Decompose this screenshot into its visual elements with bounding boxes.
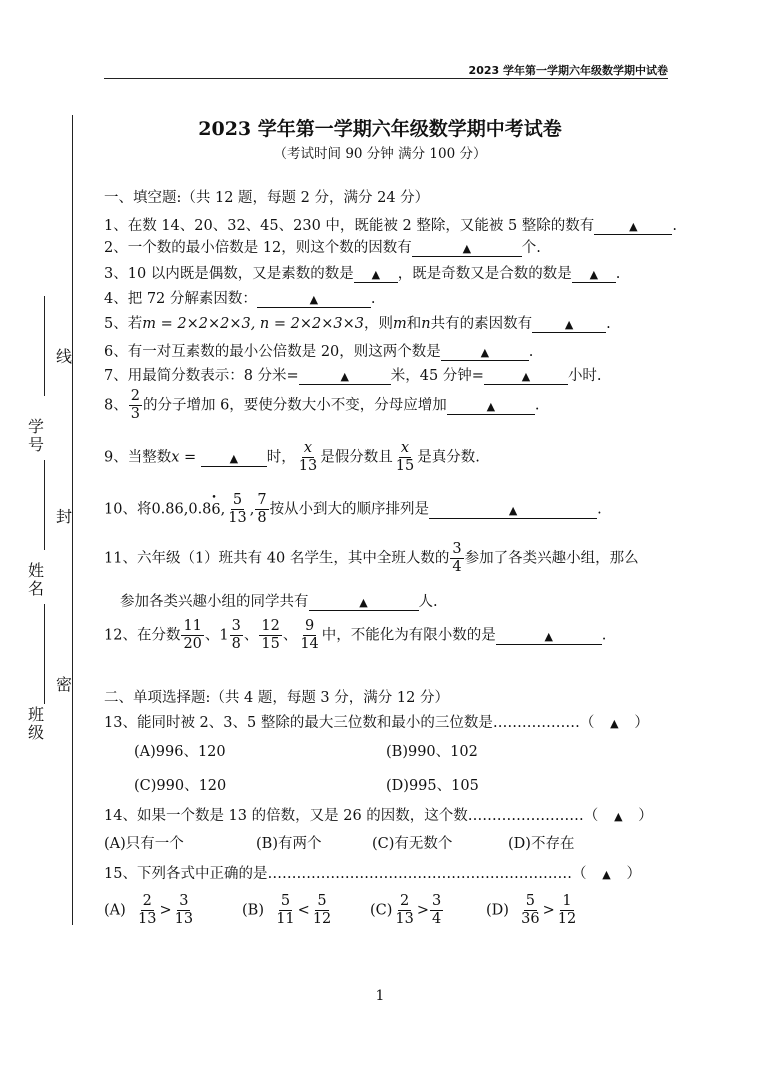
fraction: $\frac{5}{13}$ — [228, 492, 247, 526]
question-7: 7、用最简分数表示：8 分米= ▲ 米，45 分钟= ▲ 小时. — [104, 368, 602, 384]
fraction: $\frac{x}{15}$ — [395, 440, 415, 474]
answer-blank[interactable]: ▲ — [257, 292, 371, 308]
option-14a[interactable]: (A)只有一个 — [104, 836, 184, 852]
answer-blank[interactable]: ▲ — [594, 219, 672, 235]
option-13b[interactable]: (B)990、102 — [386, 744, 478, 760]
class-rule — [44, 604, 45, 704]
question-14: 14、如果一个数是 13 的倍数，又是 26 的因数，这个数……………………（ ▲ ） — [104, 808, 653, 824]
question-15: 15、下列各式中正确的是………………………………………………………（ ▲ ） — [104, 866, 641, 882]
fraction: $\frac{7}{8}$ — [257, 492, 267, 526]
question-11-cont: 参加各类兴趣小组的同学共有 ▲ 人. — [120, 594, 438, 610]
seal-line-char: 线 — [56, 347, 73, 366]
option-13d[interactable]: (D)995、105 — [386, 778, 479, 794]
answer-blank[interactable]: ▲ — [441, 345, 529, 361]
fraction: $\frac{9}{14}$ — [300, 618, 319, 652]
question-6: 6、有一对互素数的最小公倍数是 20，则这两个数是 ▲ . — [104, 344, 534, 360]
seal-seal-char: 封 — [56, 507, 73, 526]
answer-blank[interactable]: ▲ — [309, 595, 419, 611]
question-13: 13、能同时被 2、3、5 整除的最大三位数和最小的三位数是………………（ ▲ ） — [104, 715, 649, 731]
answer-blank[interactable]: ▲ — [354, 267, 398, 283]
option-15d[interactable]: (D) $\frac{5}{36}$ > $\frac{1}{12}$ — [486, 893, 577, 927]
option-13c[interactable]: (C)990、120 — [134, 778, 227, 794]
fraction: $\frac{11}{20}$ — [183, 618, 202, 652]
fraction: $\frac{2}{3}$ — [130, 388, 140, 422]
answer-blank[interactable]: ▲ — [412, 241, 522, 257]
answer-blank[interactable]: ▲ — [447, 399, 535, 415]
name-label: 姓名 — [28, 561, 45, 598]
answer-slot[interactable]: ▲ — [602, 868, 611, 881]
option-15b[interactable]: (B) $\frac{5}{11}$ < $\frac{5}{12}$ — [242, 893, 332, 927]
option-13a[interactable]: (A)996、120 — [134, 744, 226, 760]
option-14d[interactable]: (D)不存在 — [508, 836, 575, 852]
binding-line — [72, 115, 73, 925]
question-9: 9、当整数x = ▲ 时， $\frac{x}{13}$ 是假分数且 $\frac{x}{15}$ 是真分数. — [104, 440, 480, 474]
option-15a[interactable]: (A) $\frac{2}{13}$ > $\frac{3}{13}$ — [104, 893, 194, 927]
fraction: $\frac{3}{8}$ — [231, 618, 241, 652]
student-id-rule — [44, 296, 45, 396]
question-12: 12、在分数 $\frac{11}{20}$ 、1 $\frac{3}{8}$ 、 $\frac{12}{15}$ 、 $\frac{9}{14}$ 中，不能化为有限小数的是 ▲ . — [104, 618, 607, 652]
question-11: 11、六年级（1）班共有 40 名学生，其中全班人数的 $\frac{3}{4}$ 参加了各类兴趣小组，那么 — [104, 541, 639, 575]
running-header: 2023 学年第一学期六年级数学期中试卷 — [468, 64, 668, 77]
answer-blank[interactable]: ▲ — [532, 317, 606, 333]
answer-blank[interactable]: ▲ — [299, 369, 391, 385]
question-10: 10、将0.86,0.8• 6, $\frac{5}{13}$ , $\frac{7}{8}$ 按从小到大的顺序排列是 ▲ . — [104, 492, 602, 527]
question-2: 2、一个数的最小倍数是 12，则这个数的因数有 ▲ 个. — [104, 240, 541, 256]
answer-blank[interactable]: ▲ — [484, 369, 568, 385]
fraction: $\frac{3}{4}$ — [452, 541, 462, 575]
section2-heading: 二、单项选择题:（共 4 题，每题 3 分，满分 12 分） — [104, 690, 449, 706]
class-label: 班级 — [28, 705, 45, 742]
fraction: $\frac{12}{15}$ — [261, 618, 280, 652]
question-5: 5、若m = 2×2×2×3, n = 2×2×3×3，则m和n共有的素因数有 ▲ . — [104, 316, 611, 332]
exam-subtitle: （考试时间 90 分钟 满分 100 分） — [273, 146, 487, 162]
answer-blank[interactable]: ▲ — [496, 629, 602, 645]
question-8: 8、 $\frac{2}{3}$ 的分子增加 6，要使分数大小不变，分母应增加 ▲ . — [104, 388, 540, 422]
question-4: 4、把 72 分解素因数： ▲ . — [104, 291, 376, 307]
option-15c[interactable]: (C) $\frac{2}{13}$ > $\frac{3}{4}$ — [370, 893, 442, 927]
answer-blank[interactable]: ▲ — [429, 503, 597, 519]
seal-secret-char: 密 — [56, 675, 73, 694]
option-14b[interactable]: (B)有两个 — [256, 836, 322, 852]
option-14c[interactable]: (C)有无数个 — [372, 836, 453, 852]
answer-blank[interactable]: ▲ — [572, 267, 616, 283]
repeating-digit: • 6 — [211, 502, 220, 518]
answer-slot[interactable]: ▲ — [610, 717, 619, 730]
question-1: 1、在数 14、20、32、45、230 中，既能被 2 整除，又能被 5 整除的数有 ▲ . — [104, 218, 677, 234]
student-id-label: 学号 — [28, 417, 45, 454]
page-number: 1 — [375, 988, 385, 1004]
question-3: 3、10 以内既是偶数，又是素数的数是 ▲ ，既是奇数又是合数的数是 ▲ . — [104, 266, 621, 282]
header-rule — [104, 78, 668, 79]
answer-blank[interactable]: ▲ — [201, 451, 267, 467]
exam-title: 2023 学年第一学期六年级数学期中考试卷 — [198, 118, 562, 140]
q5-expression: m = 2×2×2×3, n = 2×2×3×3 — [142, 316, 364, 332]
section1-heading: 一、填空题:（共 12 题，每题 2 分，满分 24 分） — [104, 190, 430, 206]
name-rule — [44, 460, 45, 550]
fraction: $\frac{x}{13}$ — [298, 440, 318, 474]
answer-slot[interactable]: ▲ — [614, 810, 623, 823]
